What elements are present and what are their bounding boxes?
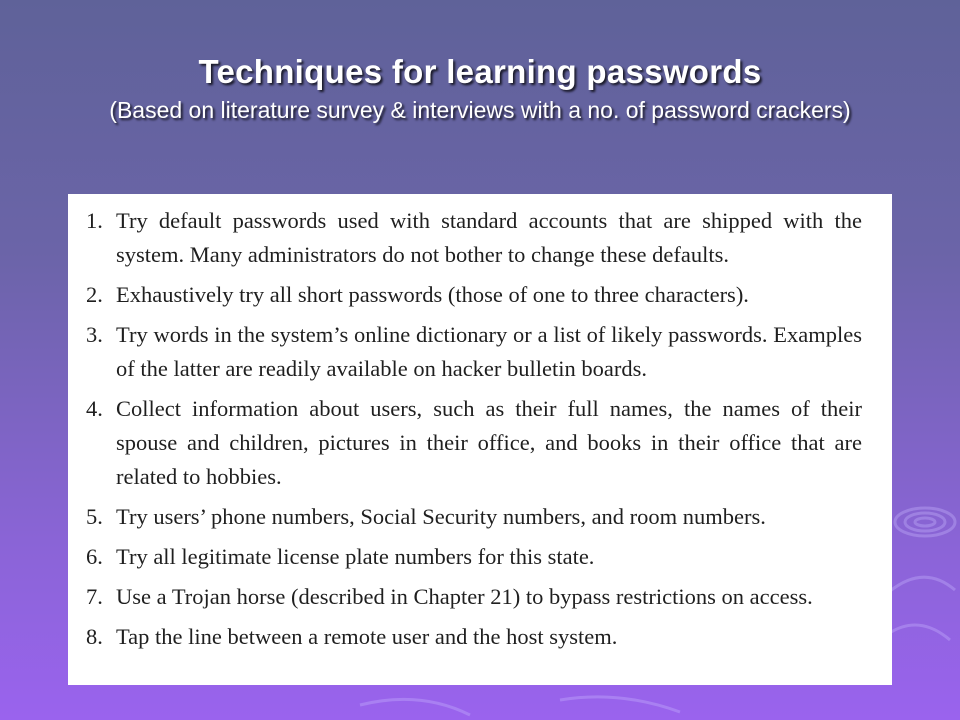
techniques-list: [86, 204, 862, 654]
item-number: 6.: [86, 544, 103, 569]
list-item: [86, 318, 862, 386]
item-text: Try default passwords used with standard accounts that are shipped with the system. Many administrators do not bother to change these defaults.: [116, 208, 862, 267]
title-block: [0, 52, 960, 124]
slide-subtitle: (Based on literature survey & interviews with a no. of password crackers): [109, 97, 851, 123]
item-text: Try users’ phone numbers, Social Security numbers, and room numbers.: [116, 504, 766, 529]
item-text: Tap the line between a remote user and the host system.: [116, 624, 618, 649]
item-number: 4.: [86, 396, 103, 421]
item-text: Try all legitimate license plate numbers for this state.: [116, 544, 595, 569]
item-number: 8.: [86, 624, 103, 649]
item-number: 7.: [86, 584, 103, 609]
item-number: 3.: [86, 322, 103, 347]
list-item: [86, 580, 862, 614]
list-item: [86, 540, 862, 574]
item-number: 2.: [86, 282, 103, 307]
item-text: Use a Trojan horse (described in Chapter 21) to bypass restrictions on access.: [116, 584, 813, 609]
item-number: 5.: [86, 504, 103, 529]
content-panel: [68, 194, 892, 685]
item-text: Exhaustively try all short passwords (those of one to three characters).: [116, 282, 749, 307]
item-text: Try words in the system’s online dictionary or a list of likely passwords. Examples of the latter are readily available on hacker bulletin boards.: [116, 322, 862, 381]
list-item: [86, 204, 862, 272]
list-item: [86, 278, 862, 312]
list-item: [86, 620, 862, 654]
slide-title: Techniques for learning passwords: [198, 53, 762, 90]
list-item: [86, 500, 862, 534]
item-number: 1.: [86, 208, 103, 233]
list-item: [86, 392, 862, 494]
item-text: Collect information about users, such as their full names, the names of their spouse and children, pictures in their office, and books in their office that are related to hobbies.: [116, 396, 862, 489]
